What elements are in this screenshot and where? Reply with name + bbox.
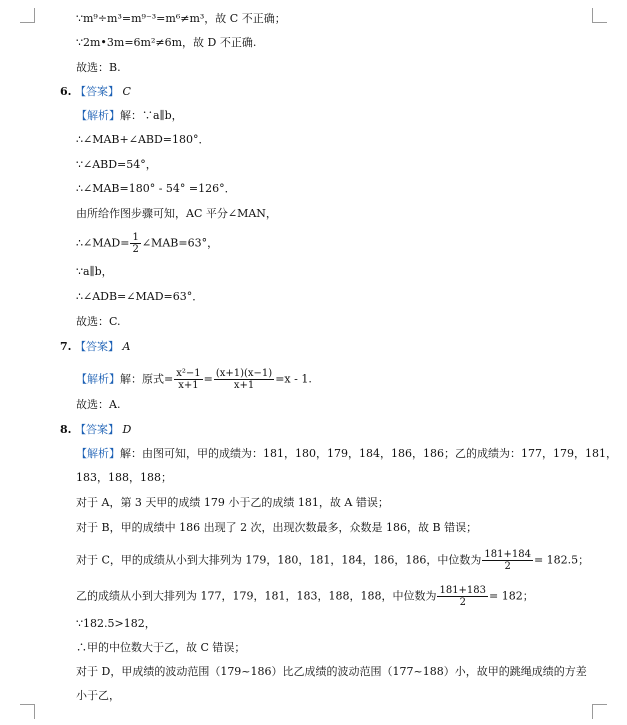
text-segment: 解：由图可知，甲的成绩为：181，180，179，184，186，186；乙的成绩为：177，179，181， [120, 447, 617, 460]
numerator: 181+183 [439, 585, 487, 596]
analysis-line [76, 109, 183, 123]
formula-line [76, 232, 218, 255]
analysis-tag: 【解析】 [76, 372, 120, 386]
fraction [130, 232, 140, 255]
text-segment: 解：原式= [120, 372, 174, 386]
numerator: 1 [132, 232, 139, 243]
numerator: 181+184 [484, 549, 531, 560]
text-line: ∵∠ABD=54°， [76, 158, 157, 171]
denominator: 2 [504, 561, 511, 572]
answer-heading [60, 423, 131, 437]
fraction [214, 368, 274, 391]
text-line: ∵182.5>182， [76, 617, 156, 630]
text-line: ∵m⁹÷m³=m⁹⁻³=m⁶≠m³，故 C 不正确； [76, 12, 286, 25]
text-line: 故选：B. [76, 61, 121, 74]
text-line: ∴甲的中位数大于乙，故 C 错误； [76, 641, 246, 654]
answer-heading [60, 85, 131, 99]
text-segment: ∴∠MAD= [76, 236, 130, 250]
denominator: x+1 [233, 380, 255, 391]
analysis-tag: 【解析】 [76, 447, 120, 460]
formula-line [76, 585, 534, 608]
text-line: ∵a∥b， [76, 265, 113, 278]
text-line: 小于乙， [76, 689, 120, 702]
denominator: x+1 [178, 380, 199, 391]
text-segment: ∠MAB=63°， [141, 236, 219, 250]
denominator: 2 [459, 597, 466, 608]
text-line: ∴∠MAB=180° - 54° =126°． [76, 182, 236, 195]
page-corner-mark [20, 704, 35, 719]
answer-tag: 【答案】 [74, 340, 119, 353]
text-line: 故选：C. [76, 315, 121, 328]
formula-line [76, 549, 589, 572]
answer-choice: A [122, 340, 131, 353]
analysis-tag: 【解析】 [76, 109, 120, 122]
answer-choice: C [122, 85, 131, 98]
text-segment: = 182； [489, 589, 534, 603]
denominator: 2 [132, 244, 139, 255]
text-segment: 解：∵a∥b， [120, 109, 183, 122]
text-line: ∴∠MAB+∠ABD=180°． [76, 133, 210, 146]
numerator: x²−1 [176, 368, 201, 379]
page-corner-mark [592, 8, 607, 23]
text-segment: =x - 1. [275, 372, 312, 386]
text-line: ∴∠ADB=∠MAD=63°． [76, 290, 204, 303]
text-segment: 对于 C，甲的成绩从小到大排列为 179，180，181，184，186，186，中位数为 [76, 553, 482, 567]
text-line: 故选：A. [76, 398, 121, 411]
answer-tag: 【答案】 [74, 85, 119, 98]
text-segment: 乙的成绩从小到大排列为 177，179，181，183，188，188，中位数为 [76, 589, 437, 603]
page-corner-mark [20, 8, 35, 23]
question-number: 7. [60, 340, 72, 353]
text-line: 对于 A，第 3 天甲的成绩 179 小于乙的成绩 181，故 A 错误； [76, 496, 389, 509]
text-segment: = [203, 372, 213, 386]
question-number: 8. [60, 423, 72, 436]
fraction [174, 368, 202, 391]
text-line: 183，188，188； [76, 471, 172, 484]
answer-choice: D [122, 423, 132, 436]
text-line: 对于 B，甲的成绩中 186 出现了 2 次，出现次数最多，众数是 186，故 B 错误； [76, 521, 478, 534]
text-segment: = 182.5； [533, 553, 590, 567]
answer-tag: 【答案】 [74, 423, 119, 436]
fraction [437, 585, 488, 608]
answer-heading [60, 340, 130, 354]
analysis-line [76, 447, 617, 461]
question-number: 6. [60, 85, 72, 98]
numerator: (x+1)(x−1) [215, 368, 273, 379]
text-line: ∵2m•3m=6m²≠6m，故 D 不正确. [76, 36, 257, 49]
text-line: 由所给作图步骤可知，AC 平分∠MAN， [76, 207, 277, 220]
formula-line [76, 368, 312, 391]
text-line: 对于 D，甲成绩的波动范围（179~186）比乙成绩的波动范围（177~188）小，故甲的跳绳成绩的方差 [76, 665, 587, 678]
fraction [482, 549, 533, 572]
page-corner-mark [592, 704, 607, 719]
